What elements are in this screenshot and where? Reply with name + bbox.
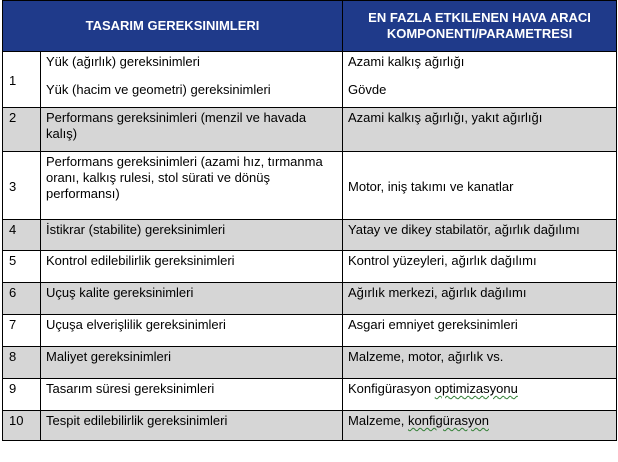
requirement-cell: İstikrar (stabilite) gereksinimleri <box>41 220 343 251</box>
spellcheck-underlined-text: optimizasyonu <box>434 381 518 396</box>
row-number: 3 <box>3 152 41 220</box>
table-row <box>3 251 617 283</box>
row-number: 9 <box>3 379 41 411</box>
requirement-cell: Maliyet gereksinimleri <box>41 347 343 379</box>
header-requirements: TASARIM GEREKSINIMLERI <box>3 1 343 52</box>
component-cell: Motor, iniş takımı ve kanatlar <box>343 152 617 220</box>
component-cell: Asgari emniyet gereksinimleri <box>343 315 617 347</box>
table-row <box>3 108 617 152</box>
component-cell: Malzeme, motor, ağırlık vs. <box>343 347 617 379</box>
component-cell <box>343 411 617 441</box>
component-text: Konfigürasyon <box>348 381 435 396</box>
table-header-row <box>3 1 617 52</box>
spellcheck-underlined-text: konfigürasyon <box>407 413 489 428</box>
row-number: 7 <box>3 315 41 347</box>
row-number: 8 <box>3 347 41 379</box>
component-cell <box>343 52 617 108</box>
component-cell: Azami kalkış ağırlığı, yakıt ağırlığı <box>343 108 617 152</box>
component-cell: Ağırlık merkezi, ağırlık dağılımı <box>343 283 617 315</box>
requirement-cell: Tasarım süresi gereksinimleri <box>41 379 343 411</box>
table-row <box>3 283 617 315</box>
table-row <box>3 347 617 379</box>
row-number: 2 <box>3 108 41 152</box>
requirement-text: Yük (ağırlık) gereksinimleri <box>46 54 200 69</box>
component-text: Malzeme, <box>348 413 408 428</box>
requirement-cell: Uçuş kalite gereksinimleri <box>41 283 343 315</box>
requirement-cell: Uçuşa elverişlilik gereksinimleri <box>41 315 343 347</box>
row-number: 4 <box>3 220 41 251</box>
requirement-cell <box>41 52 343 108</box>
requirement-cell: Tespit edilebilirlik gereksinimleri <box>41 411 343 441</box>
requirement-text-2: Yük (hacim ve geometri) gereksinimleri <box>46 82 271 97</box>
table-row <box>3 315 617 347</box>
requirement-cell: Kontrol edilebilirlik gereksinimleri <box>41 251 343 283</box>
component-cell: Yatay ve dikey stabilatör, ağırlık dağılımı <box>343 220 617 251</box>
component-cell: Kontrol yüzeyleri, ağırlık dağılımı <box>343 251 617 283</box>
table-row <box>3 379 617 411</box>
requirements-table <box>2 0 617 441</box>
component-text-2: Gövde <box>348 82 387 97</box>
table-row <box>3 220 617 251</box>
table-row <box>3 411 617 441</box>
header-components-line1: EN FAZLA ETKILENEN HAVA ARACI <box>368 10 591 25</box>
row-number: 1 <box>3 52 41 108</box>
header-components-line2: KOMPONENTI/PARAMETRESI <box>386 26 573 41</box>
component-text: Azami kalkış ağırlığı <box>348 54 465 69</box>
table-row <box>3 152 617 220</box>
component-cell <box>343 379 617 411</box>
table-row <box>3 52 617 108</box>
requirement-cell: Performans gereksinimleri (azami hız, tırmanma oranı, kalkış rulesi, stol sürati ve dönüş performansı) <box>41 152 343 220</box>
row-number: 6 <box>3 283 41 315</box>
row-number: 5 <box>3 251 41 283</box>
row-number: 10 <box>3 411 41 441</box>
requirement-cell: Performans gereksinimleri (menzil ve havada kalış) <box>41 108 343 152</box>
header-components <box>343 1 617 52</box>
